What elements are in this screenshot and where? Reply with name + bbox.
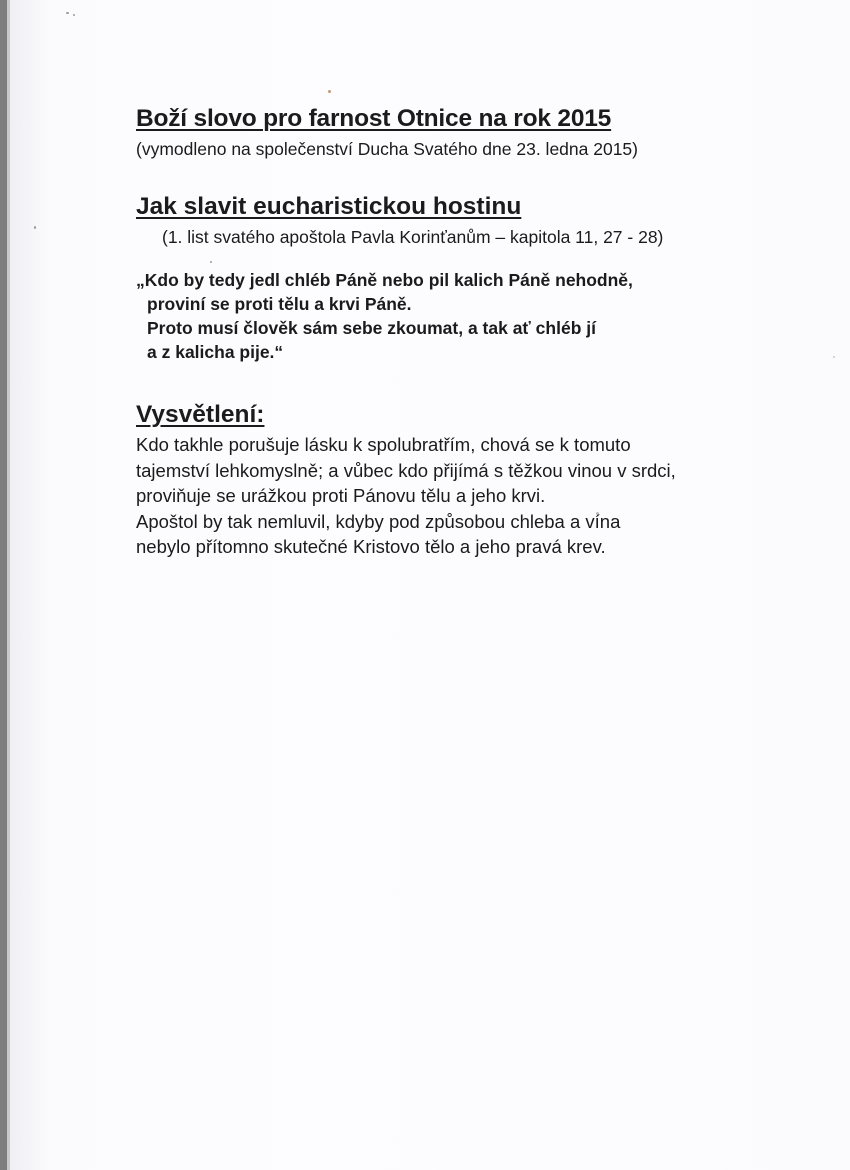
document-content [136, 104, 776, 560]
quote-line: „Kdo by tedy jedl chléb Páně nebo pil kalich Páně nehodně, [136, 270, 633, 290]
explanation-line: nebylo přítomno skutečné Kristovo tělo a jeho pravá krev. [136, 536, 606, 557]
scan-speck [66, 12, 69, 14]
explanation-line: proviňuje se urážkou proti Pánovu tělu a jeho krvi. [136, 485, 546, 506]
quote-line: proviní se proti tělu a krvi Páně. [147, 294, 412, 314]
scripture-reference: (1. list svatého apoštola Pavla Korinťanům – kapitola 11, 27 - 28) [162, 227, 664, 247]
explanation-line: Apoštol by tak nemluvil, kdyby pod způsobou chleba a vína [136, 510, 621, 532]
scan-speck [73, 14, 75, 16]
scan-speck [34, 226, 36, 229]
document-subtitle: (vymodleno na společenství Ducha Svatého dne 23. ledna 2015) [136, 139, 638, 159]
document-title: Boží slovo pro farnost Otnice na rok 2015 [136, 105, 612, 132]
scan-speck [833, 356, 835, 358]
scan-border-left [0, 0, 7, 1170]
explanation-heading: Vysvětlení: [136, 401, 265, 428]
scan-speck [328, 90, 331, 93]
explanation-text [136, 432, 776, 560]
quote-line: a z kalicha pije.“ [147, 342, 284, 362]
explanation-line: tajemství lehkomyslně; a vůbec kdo přijímá s těžkou vinou v srdci, [136, 459, 676, 481]
quote-line: Proto musí člověk sám sebe zkoumat, a tak ať chléb jí [147, 318, 596, 338]
scripture-quote [136, 268, 776, 364]
section-heading: Jak slavit eucharistickou hostinu [136, 193, 522, 220]
explanation-line: Kdo takhle porušuje lásku k spolubratřím, chová se k tomuto [136, 434, 631, 455]
